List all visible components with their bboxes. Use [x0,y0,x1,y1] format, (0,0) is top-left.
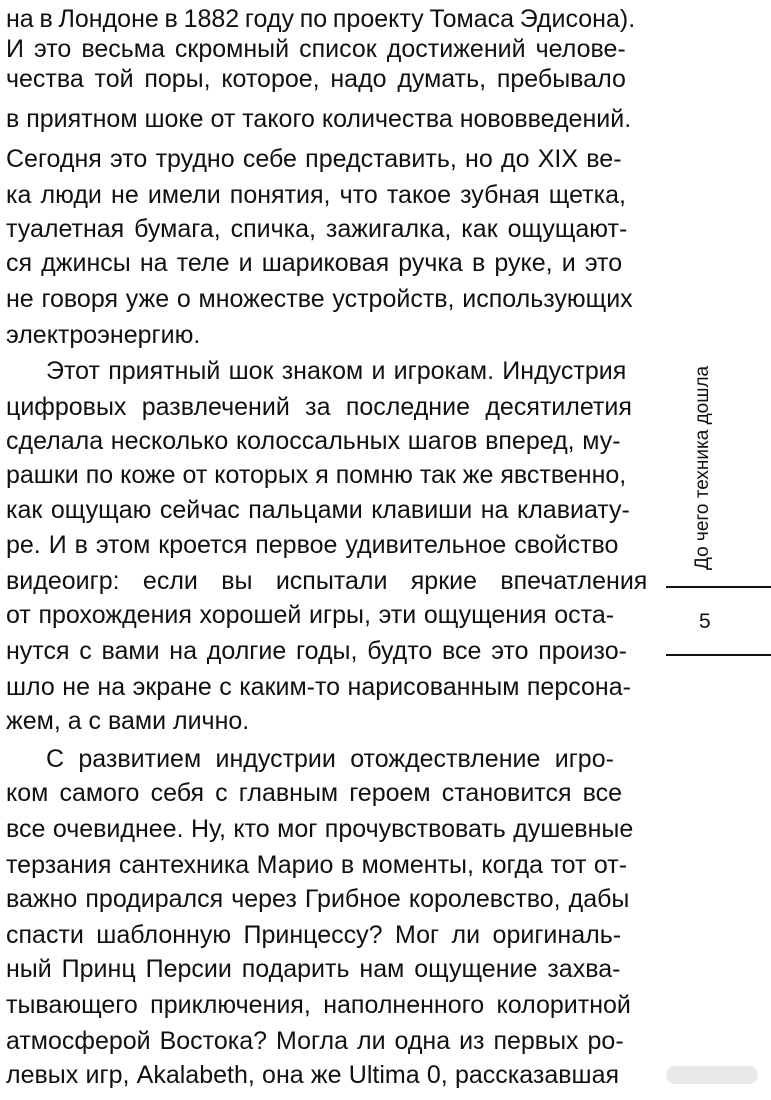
text-line: нутся с вами на долгие годы, будто все это произо- [6,637,627,665]
watermark-blur [666,1066,758,1084]
text-line: ся джинсы на теле и шариковая ручка в руке, и это [6,249,623,277]
text-line: все очевиднее. Ну, кто мог прочувствовать душевные [6,815,634,843]
text-line: жем, а с вами лично. [6,707,250,735]
text-line: не говоря уже о множестве устройств, использующих [6,285,633,313]
text-line: от прохождения хорошей игры, эти ощущения оста- [6,601,615,629]
text-line: атмосферой Востока? Могла ли одна из первых ро- [6,1027,624,1055]
text-line: ный Принц Персии подарить нам ощущение захва- [6,955,621,983]
bottom-divider [666,654,771,656]
running-title-text: До чего техника дошла [692,365,713,570]
text-line: чества той поры, которое, надо думать, пребывало [6,65,626,93]
text-line: терзания сантехника Марио в моменты, когда тот от- [6,851,628,879]
text-line: в приятном шоке от такого количества нововведений. [6,105,632,133]
text-line: Сегодня это трудно себе представить, но до XIX ве- [6,145,622,173]
text-line: Этот приятный шок знаком и игрокам. Индустрия [46,357,627,385]
text-line: шло не на экране с каким-то нарисованным персона- [6,673,631,701]
text-line: спасти шаблонную Принцессу? Мог ли оригиналь- [6,921,622,949]
text-line: на в Лондоне в 1882 году по проекту Томаса Эдисона). [6,5,636,33]
text-line: ком самого себя с главным героем становится все [6,779,623,807]
running-title [691,352,721,570]
text-line: электроэнергию. [6,321,201,349]
text-line: ре. И в этом кроется первое удивительное свойство [6,531,619,559]
text-line: рашки по коже от которых я помню так же явственно, [6,461,627,489]
text-line: важно продирался через Грибное королевство, дабы [6,885,630,913]
text-line: туалетная бумага, спичка, зажигалка, как ощущают- [6,215,628,243]
text-line: видеоигр: если вы испытали яркие впечатления [6,567,648,595]
text-line: ка люди не имели понятия, что такое зубная щетка, [6,181,626,209]
text-line: С развитием индустрии отождествление игро- [46,745,614,773]
text-line: левых игр, Akalabeth, она же Ultima 0, рассказавшая [6,1061,620,1089]
text-line: И это весьма скромный список достижений челове- [6,35,626,63]
top-divider [666,586,771,588]
text-line: сделала несколько колоссальных шагов вперед, му- [6,427,621,455]
text-line: цифровых развлечений за последние десятилетия [6,393,632,421]
text-line: как ощущаю сейчас пальцами клавиши на клавиату- [6,496,630,524]
text-line: тывающего приключения, наполненного колоритной [6,991,631,1019]
page-number: 5 [699,610,711,633]
